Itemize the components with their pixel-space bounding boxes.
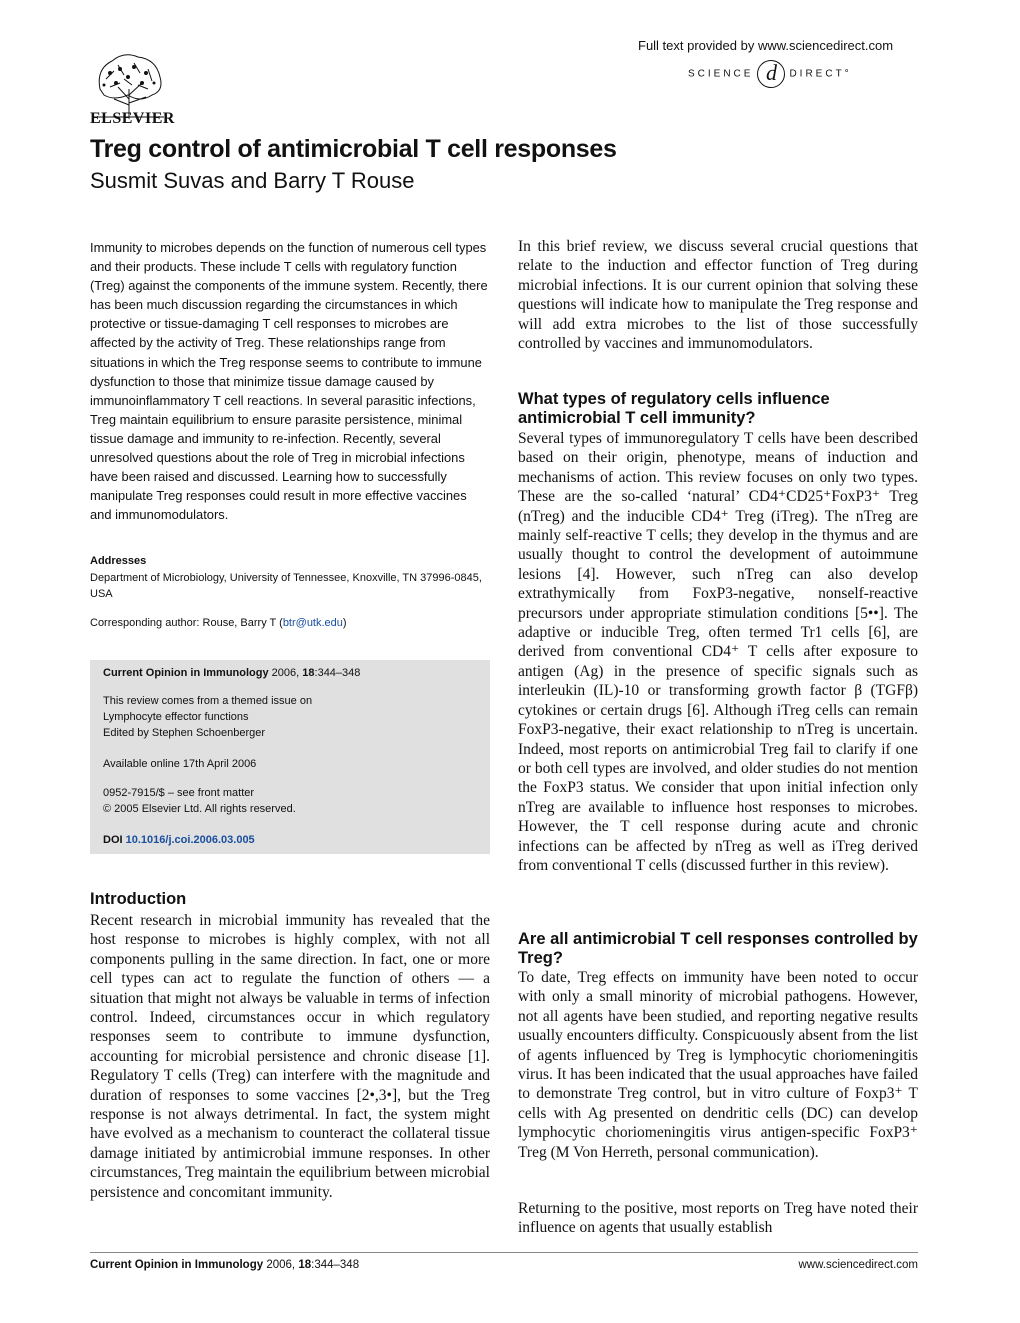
article-title: Treg control of antimicrobial T cell responses xyxy=(90,135,617,163)
corresponding-author-suffix: ) xyxy=(342,617,347,629)
sciencedirect-logo xyxy=(688,60,852,88)
footer-url[interactable]: www.sciencedirect.com xyxy=(798,1259,918,1271)
right-paragraph-2: Several types of immunoregulatory T cells have been described based on their origin, phenotype, means of induction and mechanisms of action. This review focuses on only two types. These are the so-called ‘natural’ CD4⁺CD25⁺FoxP3⁺ Treg (nTreg) and the inducible CD4⁺ Treg (iTreg). The nTreg are mainly self-reactive T cells; they develop in the thymus and are usually thought to control the development of autoimmune lesions [4]. However, such nTreg can also develop extrathymically from FoxP3-negative, nonself-reactive precursors under appropriate stimulation conditions [5••]. The adaptive or inducible Treg, often termed Tr1 cells [6], are derived from conventional CD4⁺ T cells after exposure to antigen (Ag) in the presence of specific signals such as interleukin (IL)-10 or transforming growth factor β (TGFβ) cytokines or certain drugs [6]. Although iTreg cells can remain FoxP3-negative, their exact relationship to nTreg is uncertain. Indeed, most reports on antimicrobial Treg fail to clarify if one or both cell types are involved, and older studies do not mention the FoxP3 status. We consider that upon initial infection only nTreg are available to influence host responses to microbes. However, the T cell response during acute and chronic infections can be affected by nTreg as well as iTreg derived from conventional T cells (discussed further in this review). xyxy=(518,430,918,874)
infobox-theme-line-3: Edited by Stephen Schoenberger xyxy=(103,727,266,739)
author-email-link[interactable]: btr@utk.edu xyxy=(282,617,343,629)
doi-link[interactable]: 10.1016/j.coi.2006.03.005 xyxy=(125,834,255,846)
infobox-journal: Current Opinion in Immunology xyxy=(103,667,269,679)
infobox-available-online: Available online 17th April 2006 xyxy=(103,758,257,770)
infobox-year: 2006, xyxy=(271,667,300,679)
infobox-issn: 0952-7915/$ – see front matter xyxy=(103,787,255,799)
right-paragraph-3: To date, Treg effects on immunity have been noted to occur with only a small minority of microbial pathogens. However, not all agents have been studied, and reporting negative results usually encounters difficulty. Conspicuously absent from the list of agents influenced by Treg is lymphocytic choriomeningitis virus. It has been indicated that the usual approaches have failed to demonstrate Treg control, but in vitro culture of Foxp3⁺ T cells with Ag presented on dendritic cells (DC) can develop lymphocytic choriomeningitis virus antigen-specific FoxP3⁺ Treg (M Von Herreth, personal communication). xyxy=(518,969,918,1161)
section-heading-controlled-by-treg: Are all antimicrobial T cell responses controlled by Treg? xyxy=(518,930,918,967)
corresponding-author xyxy=(90,617,347,629)
addresses-text: Department of Microbiology, University of Tennessee, Knoxville, TN 37996-0845, USA xyxy=(90,572,482,600)
infobox-volume: 18 xyxy=(302,667,315,679)
footer-year: 2006, xyxy=(266,1259,296,1271)
footer-pages: :344–348 xyxy=(311,1259,360,1271)
sciencedirect-d-icon: d xyxy=(757,60,785,88)
introduction-text: Recent research in microbial immunity has revealed that the host response to microbes is highly complex, with not all components pulling in the same direction. In fact, one or more cell types can act to regulate the function of others — a situation that might not always be valuable in terms of infection control. Indeed, circumstances occur in which regulatory responses seem to contribute to immune dysfunction, accounting for microbial persistence and chronic disease [1]. Regulatory T cells (Treg) can interfere with the magnitude and duration of responses to some vaccines [2•,3•], but the Treg response is not always detrimental. In fact, the system might have evolved as a mechanism to counteract the collateral tissue damage initiated by antimicrobial immune responses. In other circumstances, Treg maintain the equilibrium between microbial persistence and concomitant immunity. xyxy=(90,912,490,1201)
sciencedirect-logo-left: SCIENCE xyxy=(688,68,754,80)
introduction-heading: Introduction xyxy=(90,890,187,908)
infobox-theme-line-1: This review comes from a themed issue on xyxy=(103,695,313,707)
abstract: Immunity to microbes depends on the function of numerous cell types and their products. These include T cells with regulatory function (Treg) against the components of the immune system. Recently, there has been much discussion regarding the circumstances in which protective or tissue-damaging T cell responses to microbes are affected by the activity of Treg. These relationships range from situations in which the Treg response seems to contribute to immune dysfunction to those that minimize tissue damage caused by immunoinflammatory T cell reactions. In several parasitic infections, Treg maintain equilibrium to ensure parasite persistence, minimal tissue damage and immunity to re-infection. Recently, several unresolved questions about the role of Treg in microbial infections have been raised and discussed. Learning how to successfully manipulate Treg responses could result in more effective vaccines and immunomodulators. xyxy=(90,240,488,523)
infobox-theme-line-2: Lymphocyte effector functions xyxy=(103,711,249,723)
footer-journal: Current Opinion in Immunology xyxy=(90,1259,264,1271)
footer-citation xyxy=(90,1259,359,1271)
infobox-pages: :344–348 xyxy=(314,667,361,679)
right-paragraph-4: Returning to the positive, most reports on Treg have noted their influence on agents that usually establish xyxy=(518,1200,918,1237)
sciencedirect-logo-right: DIRECT° xyxy=(789,68,852,80)
article-authors: Susmit Suvas and Barry T Rouse xyxy=(90,168,415,193)
footer-rule xyxy=(90,1252,918,1253)
infobox-doi-label: DOI xyxy=(103,834,123,846)
article-info-box xyxy=(90,660,490,854)
right-paragraph-1: In this brief review, we discuss several crucial questions that relate to the induction and effector function of Treg during microbial infections. It is our current opinion that solving these questions will indicate how to manipulate the Treg response and will add extra microbes to the list of those successfully controlled by vaccines and immunomodulators. xyxy=(518,238,918,353)
elsevier-wordmark: ELSEVIER xyxy=(90,110,175,127)
full-text-provided-line[interactable]: Full text provided by www.sciencedirect.com xyxy=(638,38,894,53)
footer-volume: 18 xyxy=(298,1259,312,1271)
infobox-citation xyxy=(103,665,360,681)
section-heading-regulatory-cells: What types of regulatory cells influence antimicrobial T cell immunity? xyxy=(518,390,830,427)
infobox-copyright: © 2005 Elsevier Ltd. All rights reserved. xyxy=(103,803,296,815)
addresses-heading: Addresses xyxy=(90,555,147,567)
corresponding-author-prefix: Corresponding author: Rouse, Barry T ( xyxy=(90,617,283,629)
infobox-doi xyxy=(103,832,255,848)
